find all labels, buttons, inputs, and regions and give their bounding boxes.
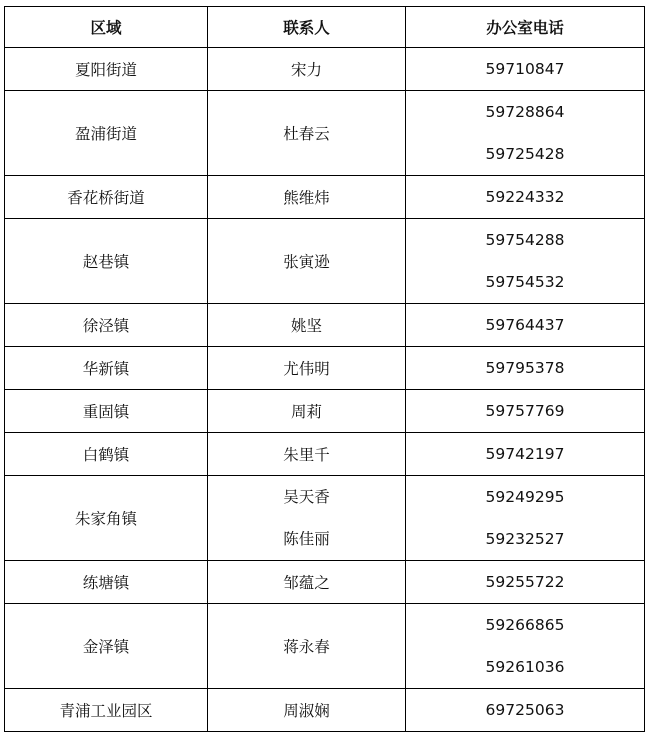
phone-number: 59255722 [485,573,565,591]
table-row [5,176,645,219]
region-cell: 徐泾镇 [5,304,208,347]
table-row [5,561,645,604]
table-row [5,48,645,91]
table-row [5,476,645,561]
phone-number: 59795378 [485,359,565,377]
phone-cell [406,176,645,219]
region-cell: 金泽镇 [5,604,208,689]
phone-cell [406,48,645,91]
phone-cell [406,689,645,732]
contact-name: 熊维炜 [283,189,330,207]
contact-cell [208,561,406,604]
contact-cell [208,219,406,304]
phone-cell [406,561,645,604]
phone-number: 69725063 [485,701,565,719]
contact-cell [208,390,406,433]
phone-number: 59757769 [485,402,565,420]
phone-number: 59249295 [485,488,565,506]
contact-cell [208,689,406,732]
table-row [5,219,645,304]
contact-name: 尤伟明 [283,360,330,378]
phone-number: 59754532 [485,273,565,291]
phone-number: 59725428 [485,145,565,163]
contact-cell [208,91,406,176]
contact-cell [208,176,406,219]
region-cell: 夏阳街道 [5,48,208,91]
phone-number: 59232527 [485,530,565,548]
contact-cell [208,433,406,476]
table-body [5,48,645,732]
contact-name: 朱里千 [283,446,330,464]
table-row [5,91,645,176]
phone-cell [406,219,645,304]
contact-cell [208,476,406,561]
contact-cell [208,304,406,347]
phone-cell [406,604,645,689]
contact-name: 吴天香 [283,488,330,506]
phone-number: 59764437 [485,316,565,334]
table-row [5,604,645,689]
phone-number: 59224332 [485,188,565,206]
table-row [5,433,645,476]
region-cell: 华新镇 [5,347,208,390]
phone-number: 59728864 [485,103,565,121]
contact-name: 宋力 [290,61,322,79]
region-cell: 白鹤镇 [5,433,208,476]
phone-number: 59754288 [485,231,565,249]
phone-cell [406,390,645,433]
header-contact: 联系人 [208,7,406,48]
contact-name: 周莉 [290,403,322,421]
contact-name: 邹蕴之 [283,574,330,592]
phone-number: 59261036 [485,658,565,676]
contact-name: 陈佳丽 [283,530,330,548]
contact-cell [208,347,406,390]
header-region: 区域 [5,7,208,48]
region-cell: 重固镇 [5,390,208,433]
contact-name: 周淑娴 [283,702,330,720]
region-cell: 青浦工业园区 [5,689,208,732]
table-row [5,347,645,390]
table-row [5,304,645,347]
contacts-table [4,6,645,732]
contact-cell [208,48,406,91]
region-cell: 朱家角镇 [5,476,208,561]
region-cell: 赵巷镇 [5,219,208,304]
contact-name: 蒋永春 [283,638,330,656]
table-row [5,390,645,433]
header-phone: 办公室电话 [406,7,645,48]
phone-cell [406,347,645,390]
contact-cell [208,604,406,689]
contact-name: 杜春云 [283,125,330,143]
region-cell: 香花桥街道 [5,176,208,219]
region-cell: 盈浦街道 [5,91,208,176]
phone-cell [406,476,645,561]
phone-cell [406,91,645,176]
phone-number: 59710847 [485,60,565,78]
phone-cell [406,304,645,347]
table-row [5,689,645,732]
phone-number: 59742197 [485,445,565,463]
contact-name: 姚坚 [290,317,322,335]
phone-cell [406,433,645,476]
region-cell: 练塘镇 [5,561,208,604]
phone-number: 59266865 [485,616,565,634]
contact-name: 张寅逊 [283,253,330,271]
table-header-row [5,7,645,48]
